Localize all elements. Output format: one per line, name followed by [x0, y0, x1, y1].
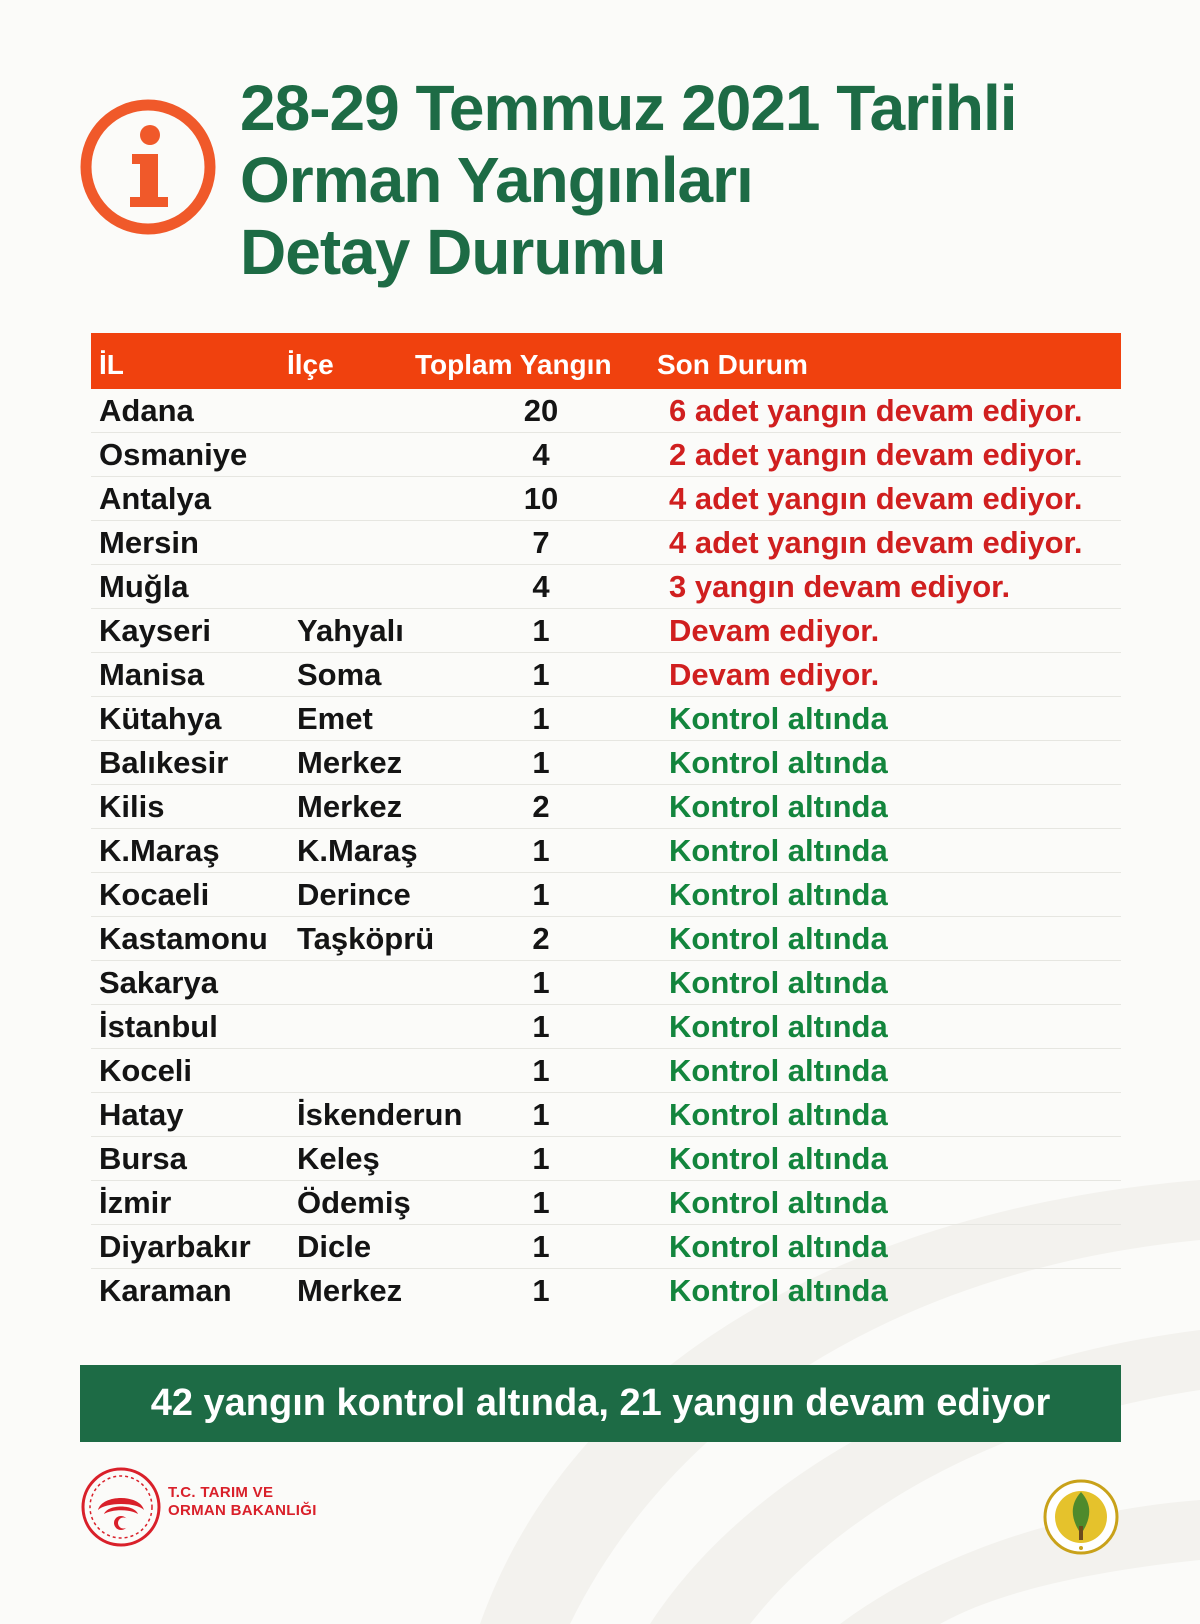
cell-il: Diyarbakır [99, 1229, 251, 1264]
cell-ilce: Merkez [297, 745, 403, 780]
cell-ilce: Yahyalı [297, 613, 404, 648]
table-row [91, 389, 1121, 433]
ministry-seal-icon [80, 1466, 162, 1548]
title-line-3: Detay Durumu [240, 216, 666, 288]
ministry-line-1: T.C. TARIM VE [168, 1484, 274, 1501]
header-toplam-yangin: Toplam Yangın [415, 349, 612, 380]
cell-toplam-yangin: 1 [532, 1009, 550, 1044]
cell-il: Sakarya [99, 965, 218, 1000]
header-son-durum: Son Durum [657, 349, 808, 380]
cell-ilce: Emet [297, 701, 373, 736]
cell-son-durum: Kontrol altında [669, 1053, 888, 1088]
table-row [91, 741, 1121, 785]
cell-son-durum: Kontrol altında [669, 965, 888, 1000]
table-row [91, 1137, 1121, 1181]
header-ilce: İlçe [287, 349, 334, 380]
table-row [91, 565, 1121, 609]
cell-il: Koceli [99, 1053, 193, 1088]
cell-toplam-yangin: 1 [532, 877, 550, 912]
cell-son-durum: Kontrol altında [669, 1185, 888, 1220]
table-body [91, 389, 1121, 1312]
cell-ilce: Ödemiş [297, 1185, 411, 1220]
cell-il: Kastamonu [99, 921, 268, 956]
cell-toplam-yangin: 7 [532, 525, 550, 560]
cell-il: Kilis [99, 789, 165, 824]
cell-ilce: Merkez [297, 789, 403, 824]
cell-son-durum: Kontrol altında [669, 833, 888, 868]
cell-ilce: Soma [297, 657, 382, 692]
cell-toplam-yangin: 2 [532, 789, 550, 824]
ministry-line-2: ORMAN BAKANLIĞI [168, 1502, 317, 1519]
cell-son-durum: Kontrol altında [669, 701, 888, 736]
cell-il: Manisa [99, 657, 205, 692]
cell-il: Karaman [99, 1273, 232, 1308]
cell-ilce: İskenderun [297, 1097, 463, 1132]
table-row [91, 961, 1121, 1005]
cell-toplam-yangin: 1 [532, 965, 550, 1000]
page-title [240, 72, 1017, 288]
table-row [91, 1049, 1121, 1093]
cell-son-durum: Kontrol altında [669, 921, 888, 956]
table-row [91, 1005, 1121, 1049]
cell-il: Osmaniye [99, 437, 248, 472]
table-row [91, 917, 1121, 961]
table-row [91, 433, 1121, 477]
cell-son-durum: Kontrol altında [669, 1273, 888, 1308]
cell-toplam-yangin: 1 [532, 657, 550, 692]
cell-toplam-yangin: 10 [523, 481, 559, 516]
table-row [91, 697, 1121, 741]
cell-il: Kütahya [99, 701, 222, 736]
cell-il: Hatay [99, 1097, 184, 1132]
info-circle-icon [78, 97, 218, 237]
table-row [91, 1093, 1121, 1137]
cell-son-durum: Kontrol altında [669, 789, 888, 824]
summary-banner: 42 yangın kontrol altında, 21 yangın devam ediyor [80, 1365, 1121, 1442]
cell-il: Antalya [99, 481, 211, 516]
table-row [91, 477, 1121, 521]
cell-toplam-yangin: 4 [532, 437, 550, 472]
cell-il: Adana [99, 393, 194, 428]
cell-son-durum: 4 adet yangın devam ediyor. [669, 481, 1083, 516]
header-il: İL [99, 349, 124, 380]
cell-son-durum: 3 yangın devam ediyor. [669, 569, 1011, 604]
cell-toplam-yangin: 1 [532, 833, 550, 868]
cell-il: K.Maraş [99, 833, 220, 868]
table-row [91, 609, 1121, 653]
table-row [91, 873, 1121, 917]
cell-ilce: K.Maraş [297, 833, 418, 868]
table-row [91, 1225, 1121, 1269]
cell-son-durum: Kontrol altında [669, 1097, 888, 1132]
ministry-name [168, 1484, 317, 1520]
cell-toplam-yangin: 1 [532, 1053, 550, 1088]
cell-ilce: Keleş [297, 1141, 380, 1176]
cell-il: İzmir [99, 1185, 172, 1220]
cell-il: Muğla [99, 569, 189, 604]
cell-il: Mersin [99, 525, 199, 560]
cell-toplam-yangin: 2 [532, 921, 550, 956]
ogm-logo-icon [1040, 1476, 1122, 1558]
table-row [91, 1269, 1121, 1312]
cell-toplam-yangin: 1 [532, 613, 550, 648]
table-row [91, 785, 1121, 829]
table-header [91, 333, 1121, 389]
cell-ilce: Taşköprü [297, 921, 435, 956]
title-line-1: 28-29 Temmuz 2021 Tarihli [240, 72, 1017, 144]
cell-il: Kocaeli [99, 877, 210, 912]
cell-toplam-yangin: 20 [523, 393, 559, 428]
cell-il: Balıkesir [99, 745, 229, 780]
cell-ilce: Dicle [297, 1229, 372, 1264]
cell-son-durum: 4 adet yangın devam ediyor. [669, 525, 1083, 560]
table-row [91, 1181, 1121, 1225]
cell-ilce: Merkez [297, 1273, 403, 1308]
cell-toplam-yangin: 1 [532, 745, 550, 780]
cell-son-durum: Devam ediyor. [669, 657, 880, 692]
title-line-2: Orman Yangınları [240, 144, 753, 216]
cell-son-durum: Kontrol altında [669, 1141, 888, 1176]
cell-son-durum: Kontrol altında [669, 745, 888, 780]
cell-son-durum: 6 adet yangın devam ediyor. [669, 393, 1083, 428]
cell-son-durum: 2 adet yangın devam ediyor. [669, 437, 1083, 472]
cell-ilce: Derince [297, 877, 411, 912]
table-row [91, 653, 1121, 697]
cell-il: Kayseri [99, 613, 212, 648]
cell-toplam-yangin: 1 [532, 1097, 550, 1132]
cell-toplam-yangin: 1 [532, 1141, 550, 1176]
cell-son-durum: Kontrol altında [669, 1229, 888, 1264]
cell-il: Bursa [99, 1141, 187, 1176]
cell-toplam-yangin: 4 [532, 569, 550, 604]
cell-toplam-yangin: 1 [532, 701, 550, 736]
cell-son-durum: Kontrol altında [669, 1009, 888, 1044]
cell-toplam-yangin: 1 [532, 1273, 550, 1308]
cell-toplam-yangin: 1 [532, 1185, 550, 1220]
cell-son-durum: Devam ediyor. [669, 613, 880, 648]
cell-son-durum: Kontrol altında [669, 877, 888, 912]
table-row [91, 829, 1121, 873]
cell-il: İstanbul [99, 1009, 218, 1044]
cell-toplam-yangin: 1 [532, 1229, 550, 1264]
table-row [91, 521, 1121, 565]
